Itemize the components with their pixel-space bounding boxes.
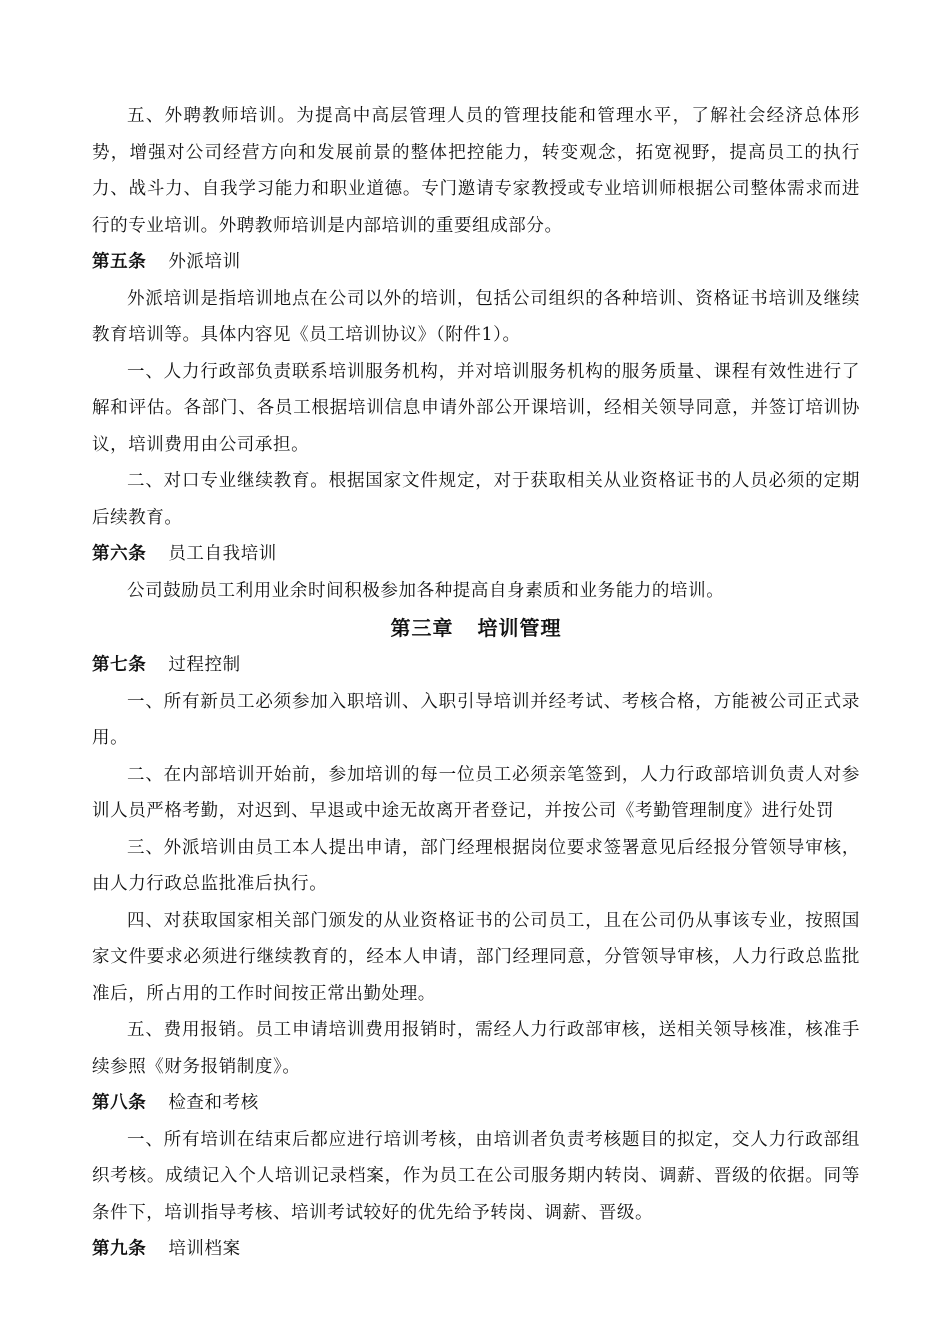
paragraph-training-assessment: 一、所有培训在结束后都应进行培训考核，由培训者负责考核题目的拟定，交人力行政部组织考核。成绩记入个人培训记录档案，作为员工在公司服务期内转岗、调薪、晋级的依据。同等条件下，培训指导考核、培训考试较好的优先给予转岗、调薪、晋级。 xyxy=(92,1129,860,1223)
article-7-heading xyxy=(92,647,860,684)
paragraph-continuing-education: 二、对口专业继续教育。根据国家文件规定，对于获取相关从业资格证书的人员必须的定期后续教育。 xyxy=(92,471,860,528)
chapter-title: 培训管理 xyxy=(477,616,562,640)
article-number: 第六条 xyxy=(92,544,147,564)
article-5-heading xyxy=(92,244,860,281)
paragraph-hr-contact-institutions: 一、人力行政部负责联系培训服务机构，并对培训服务机构的服务质量、课程有效性进行了解和评估。各部门、各员工根据培训信息申请外部公开课培训，经相关领导同意，并签订培训协议，培训费用由公司承担。 xyxy=(92,361,860,455)
article-8-heading xyxy=(92,1085,860,1122)
article-9-heading xyxy=(92,1231,860,1268)
article-number: 第五条 xyxy=(92,252,147,272)
chapter-3-heading xyxy=(92,609,860,647)
paragraph-new-employee-training: 一、所有新员工必须参加入职培训、入职引导培训并经考试、考核合格，方能被公司正式录用。 xyxy=(92,691,860,748)
article-6-heading xyxy=(92,536,860,573)
article-title: 培训档案 xyxy=(168,1239,241,1259)
paragraph-attendance-signin: 二、在内部培训开始前，参加培训的每一位员工必须亲笔签到，人力行政部培训负责人对参训人员严格考勤，对迟到、早退或中途无故离开者登记，并按公司《考勤管理制度》进行处罚 xyxy=(92,764,860,821)
paragraph-qualification-education: 四、对获取国家相关部门颁发的从业资格证书的公司员工，且在公司仍从事该专业，按照国家文件要求必须进行继续教育的，经本人申请，部门经理同意，分管领导审核，人力行政总监批准后，所占用的工作时间按正常出勤处理。 xyxy=(92,910,860,1004)
paragraph-external-application: 三、外派培训由员工本人提出申请，部门经理根据岗位要求签署意见后经报分管领导审核，由人力行政总监批准后执行。 xyxy=(92,837,860,894)
article-number: 第七条 xyxy=(92,655,147,675)
paragraph-self-training: 公司鼓励员工利用业余时间积极参加各种提高自身素质和业务能力的培训。 xyxy=(127,580,725,601)
article-number: 第八条 xyxy=(92,1093,147,1113)
document-page xyxy=(92,98,860,1268)
paragraph-external-training-definition: 外派培训是指培训地点在公司以外的培训，包括公司组织的各种培训、资格证书培训及继续教育培训等。具体内容见《员工培训协议》（附件1）。 xyxy=(92,288,860,345)
article-title: 过程控制 xyxy=(168,655,241,675)
article-title: 外派培训 xyxy=(168,252,241,272)
paragraph-expense-reimbursement: 五、费用报销。员工申请培训费用报销时，需经人力行政部审核，送相关领导核准，核准手续参照《财务报销制度》。 xyxy=(92,1020,860,1077)
article-title: 员工自我培训 xyxy=(168,544,277,564)
chapter-number: 第三章 xyxy=(390,616,454,640)
article-title: 检查和考核 xyxy=(168,1093,259,1113)
paragraph-external-teacher-training: 五、外聘教师培训。为提高中高层管理人员的管理技能和管理水平，了解社会经济总体形势，增强对公司经营方向和发展前景的整体把控能力，转变观念，拓宽视野，提高员工的执行力、战斗力、自我学习能力和职业道德。专门邀请专家教授或专业培训师根据公司整体需求而进行的专业培训。外聘教师培训是内部培训的重要组成部分。 xyxy=(92,106,860,236)
article-number: 第九条 xyxy=(92,1239,147,1259)
